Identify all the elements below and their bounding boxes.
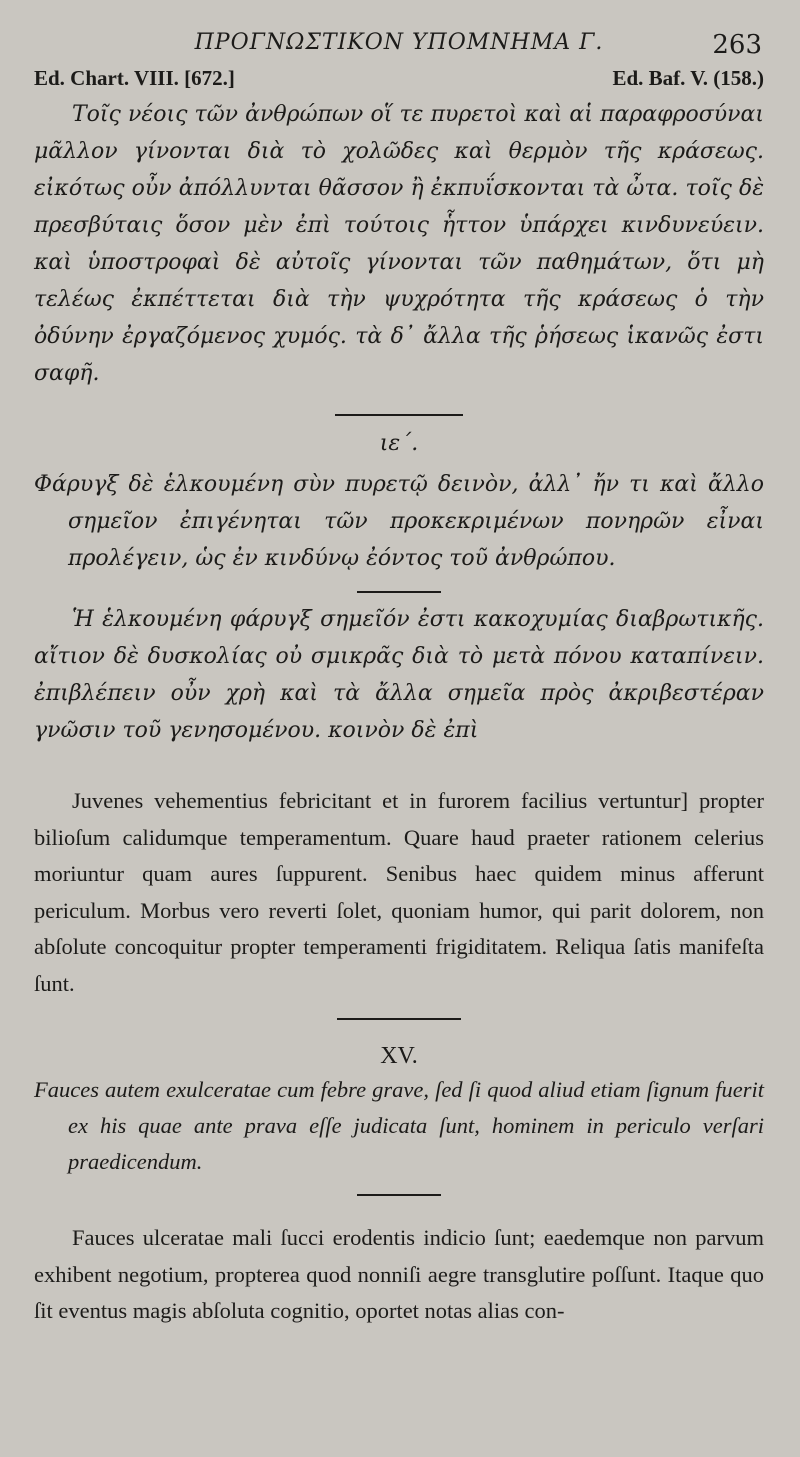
edition-line: [34, 66, 764, 96]
section-divider: [337, 1018, 461, 1020]
latin-lemma: Fauces autem exulceratae cum febre grave, ſed ſi quod aliud etiam ſignum fuerit ex his quae ante prava eſſe judicata ſunt, hominem in periculo verſari praedicendum.: [34, 1077, 764, 1174]
greek-section-number: ιε΄.: [379, 431, 419, 456]
greek-commentary-paragraph-2: Ἡ ἑλκουμένη φάρυγξ σημεῖόν ἐστι κακοχυμίας διαβρωτικῆς. αἴτιον δὲ δυσκολίας οὐ σμικρᾶς διὰ τὸ μετὰ πόνου καταπίνειν. ἐπιβλέπειν οὖν χρὴ καὶ τὰ ἄλλα σημεῖα πρὸς ἀκριβεστέραν γνῶσιν τοῦ γενησομένου. κοινὸν δὲ ἐπὶ: [34, 607, 764, 743]
greek-lemma: Φάρυγξ δὲ ἑλκουμένη σὺν πυρετῷ δεινὸν, ἀλλ᾽ ἤν τι καὶ ἄλλο σημεῖον ἐπιγένηται τῶν προκεκριμένων πονηρῶν εἶναι προλέγειν, ὡς ἐν κινδύνῳ ἐόντος τοῦ ἀνθρώπου.: [34, 472, 764, 571]
page-number: 263: [712, 30, 762, 60]
section-divider: [335, 414, 463, 416]
latin-commentary-paragraph-1: Juvenes vehementius febricitant et in furorem facilius vertuntur] propter bilioſum calidumque temperamentum. Quare haud praeter rationem celerius moriuntur quam aures ſuppurent. Senibus haec quidem minus afferunt periculum. Morbus vero reverti ſolet, quoniam humor, qui parit dolorem, non abſolute concoquitur propter temperamenti frigiditatem. Reliqua ſatis manifeſta ſunt.: [34, 788, 764, 996]
running-head: [34, 0, 764, 60]
edition-basel-ref: Ed. Baf. V. (158.): [612, 66, 764, 90]
latin-section-number: XV.: [380, 1043, 418, 1069]
greek-commentary-paragraph-1: Τοῖς νέοις τῶν ἀνθρώπων οἵ τε πυρετοὶ καὶ αἱ παραφροσύναι μᾶλλον γίνονται διὰ τὸ χολῶδες καὶ θερμὸν τῆς κράσεως. εἰκότως οὖν ἀπόλλυνται θᾶσσον ἢ ἐκπυΐσκονται τὰ ὦτα. τοῖς δὲ πρεσβύταις ὅσον μὲν ἐπὶ τούτοις ἧττον ὑπάρχει κινδυνεύειν. καὶ ὑποστροφαὶ δὲ αὐτοῖς γίνονται τῶν παθημάτων, ὅτι μὴ τελέως ἐκπέττεται διὰ τὴν ψυχρότητα τῆς κράσεως ὁ τὴν ὀδύνην ἐργαζόμενος χυμός. τὰ δ᾽ ἄλλα τῆς ῥήσεως ἱκανῶς ἐστι σαφῆ.: [34, 102, 764, 386]
running-title: ΠΡΟΓΝΩΣΤΙΚΟΝ ΥΠΟΜΝΗΜΑ Γ.: [194, 30, 604, 55]
edition-chartier-ref: Ed. Chart. VIII. [672.]: [34, 66, 235, 90]
lemma-divider: [357, 591, 441, 593]
lemma-divider: [357, 1194, 441, 1196]
latin-commentary-paragraph-2: Fauces ulceratae mali ſucci erodentis indicio ſunt; eaedemque non parvum exhibent negotium, propterea quod nonniſi aegre transglutire poſſunt. Itaque quo ſit eventus magis abſoluta cognitio, oportet notas alias con-: [34, 1225, 764, 1323]
